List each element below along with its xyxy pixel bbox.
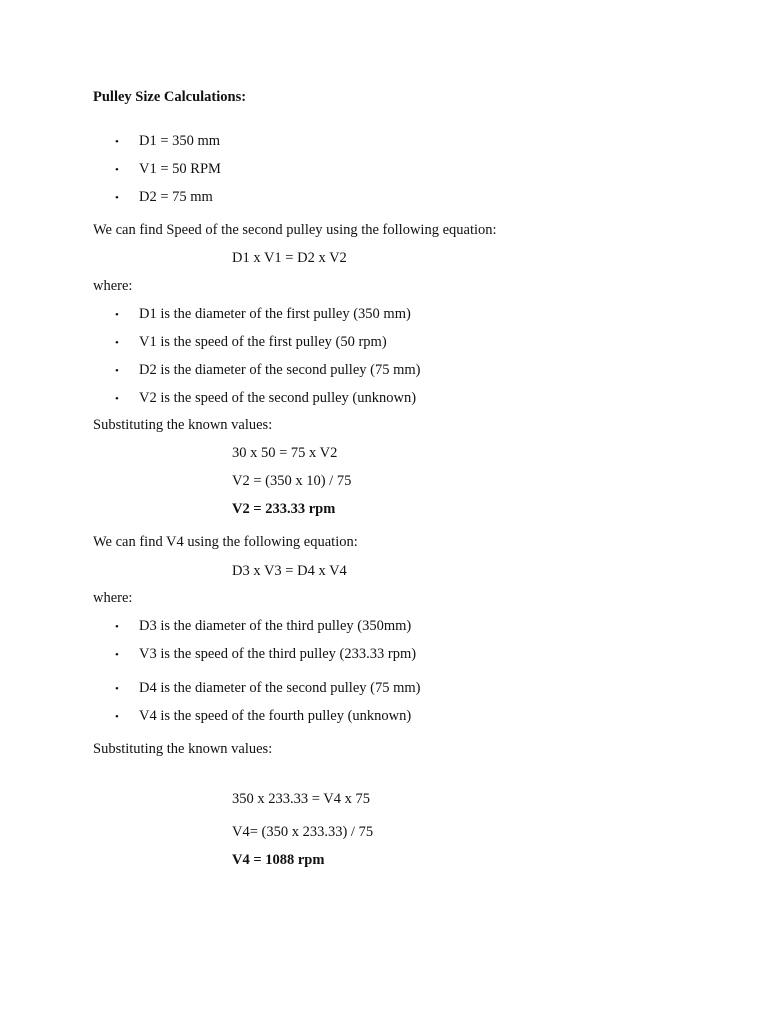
section1-intro: We can find Speed of the second pulley using the following equation:	[93, 222, 497, 238]
bullet-icon: •	[115, 649, 119, 661]
section1-result: V2 = 233.33 rpm	[232, 501, 336, 517]
bullet-icon: •	[115, 683, 119, 695]
section1-equation: D1 x V1 = D2 x V2	[232, 250, 347, 266]
bullet-icon: •	[115, 621, 119, 633]
section1-substituting: Substituting the known values:	[93, 417, 273, 433]
page-title: Pulley Size Calculations:	[93, 89, 247, 105]
section2-equation: D3 x V3 = D4 x V4	[232, 563, 347, 579]
given-item: V1 = 50 RPM	[139, 161, 221, 177]
section2-substituting: Substituting the known values:	[93, 741, 273, 757]
bullet-icon: •	[115, 136, 119, 148]
bullet-icon: •	[115, 711, 119, 723]
section2-result: V4 = 1088 rpm	[232, 852, 325, 868]
definition-item: V2 is the speed of the second pulley (unknown)	[139, 390, 417, 406]
bullet-icon: •	[115, 393, 119, 405]
section1-where: where:	[93, 278, 133, 294]
bullet-icon: •	[115, 337, 119, 349]
definition-item: D2 is the diameter of the second pulley (75 mm)	[139, 362, 421, 378]
definition-item: D4 is the diameter of the second pulley (75 mm)	[139, 680, 421, 696]
bullet-icon: •	[115, 309, 119, 321]
definition-item: V1 is the speed of the first pulley (50 rpm)	[139, 334, 387, 350]
definition-item: V4 is the speed of the fourth pulley (unknown)	[139, 708, 412, 724]
bullet-icon: •	[115, 164, 119, 176]
definition-item: D3 is the diameter of the third pulley (350mm)	[139, 618, 412, 634]
section1-step: V2 = (350 x 10) / 75	[232, 473, 352, 489]
section2-intro: We can find V4 using the following equation:	[93, 534, 358, 550]
definition-item: D1 is the diameter of the first pulley (350 mm)	[139, 306, 411, 322]
bullet-icon: •	[115, 365, 119, 377]
section2-step: 350 x 233.33 = V4 x 75	[232, 791, 371, 807]
definition-item: V3 is the speed of the third pulley (233.33 rpm)	[139, 646, 417, 662]
given-item: D2 = 75 mm	[139, 189, 213, 205]
section2-where: where:	[93, 590, 133, 606]
section1-step: 30 x 50 = 75 x V2	[232, 445, 338, 461]
bullet-icon: •	[115, 192, 119, 204]
given-item: D1 = 350 mm	[139, 133, 221, 149]
section2-step: V4= (350 x 233.33) / 75	[232, 824, 374, 840]
